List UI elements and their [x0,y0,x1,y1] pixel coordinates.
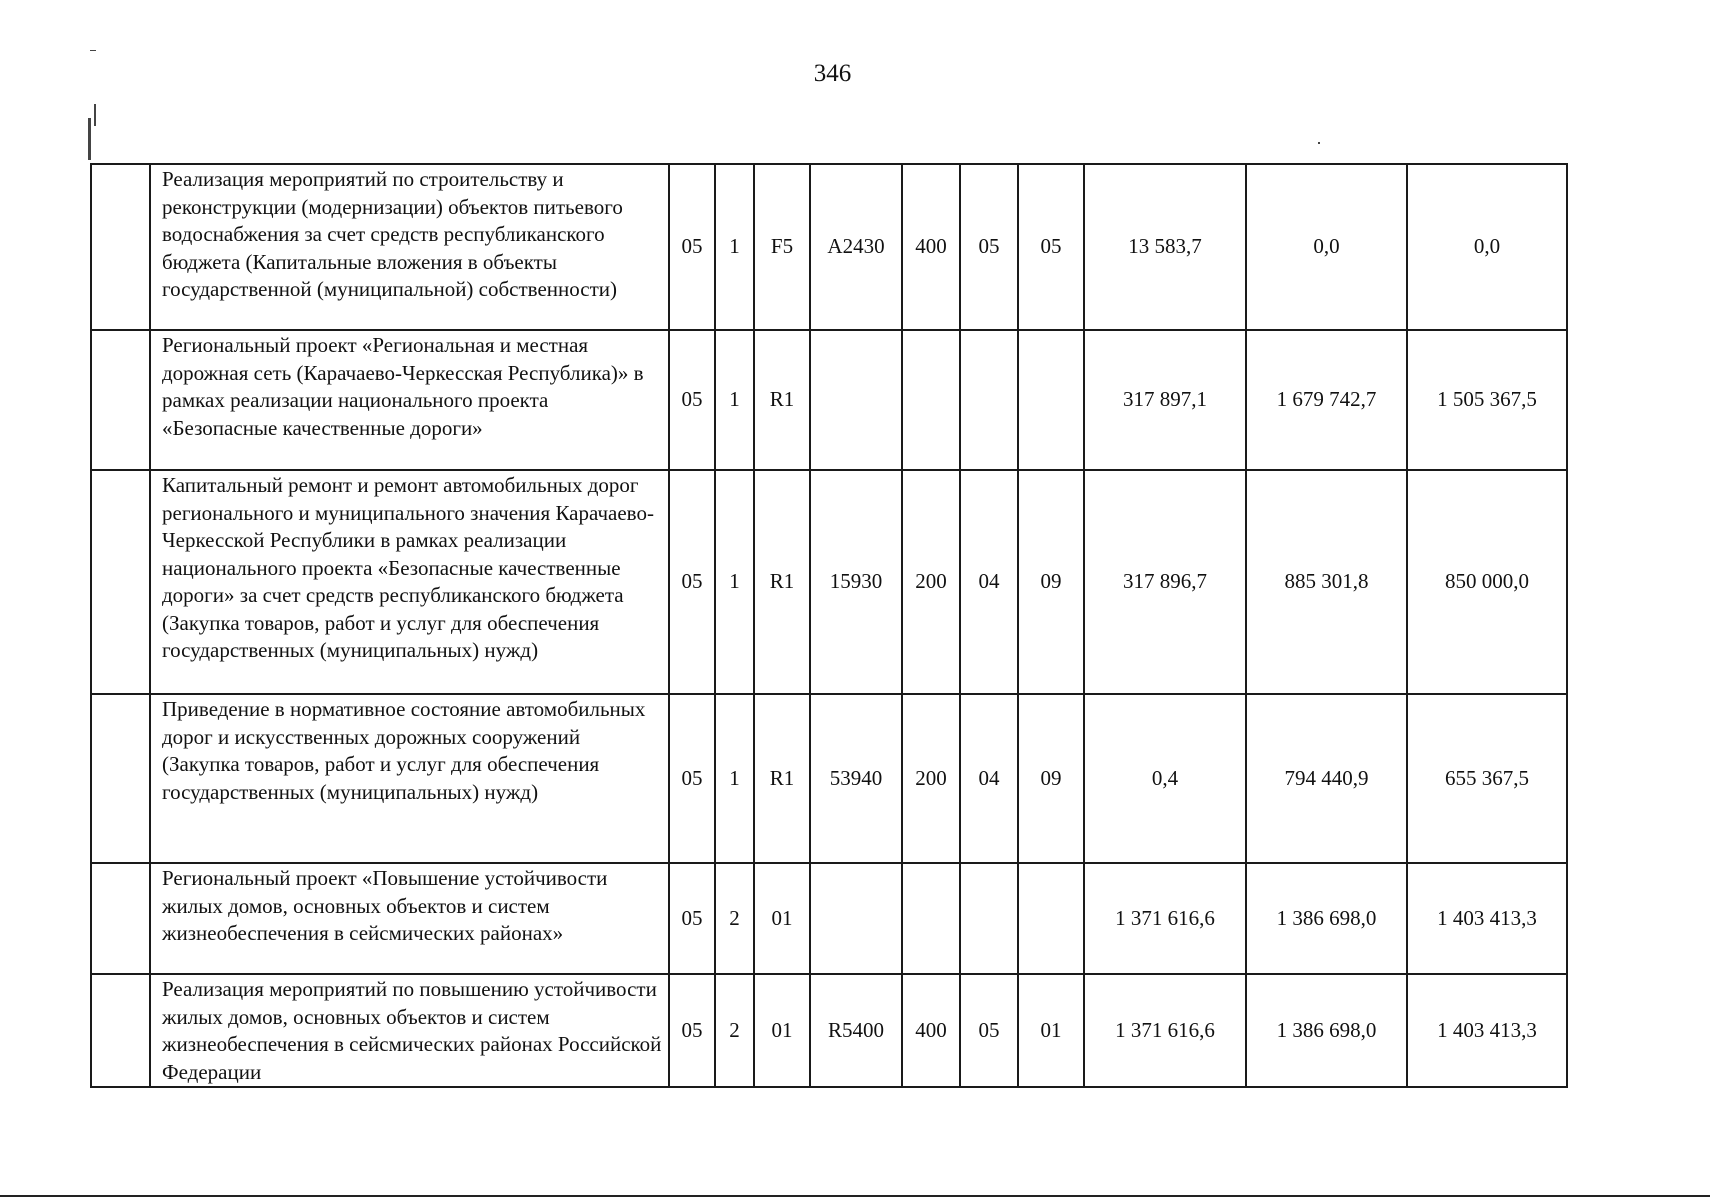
subsection-code [1018,863,1084,974]
table-row [91,164,1567,330]
chapter-code: 05 [669,694,715,863]
chapter-code: 05 [669,330,715,470]
program-code: 2 [715,863,754,974]
amount-year-1: 13 583,7 [1084,164,1246,330]
chapter-code: 05 [669,470,715,694]
scan-mark [90,50,96,51]
row-description: Капитальный ремонт и ремонт автомобильных дорог регионального и муниципального значения Карачаево-Черкесской Республики в рамках реализации национального проекта «Безопасные качественные дороги» за счет средств республиканского бюджета (Закупка товаров, работ и услуг для обеспечения государственных (муниципальных) нужд) [150,470,669,694]
amount-year-1: 317 897,1 [1084,330,1246,470]
direction-code: 15930 [810,470,902,694]
amount-year-3: 850 000,0 [1407,470,1567,694]
amount-year-3: 1 403 413,3 [1407,863,1567,974]
row-description: Региональный проект «Повышение устойчивости жилых домов, основных объектов и систем жизнеобеспечения в сейсмических районах» [150,863,669,974]
section-code: 04 [960,694,1018,863]
table-body [91,164,1567,1087]
amount-year-1: 317 896,7 [1084,470,1246,694]
row-index-cell [91,694,150,863]
chapter-code: 05 [669,164,715,330]
section-code: 04 [960,470,1018,694]
row-index-cell [91,164,150,330]
amount-year-2: 1 679 742,7 [1246,330,1407,470]
row-description: Региональный проект «Региональная и местная дорожная сеть (Карачаево-Черкесская Республика)» в рамках реализации национального проекта «Безопасные качественные дороги» [150,330,669,470]
project-code: R1 [754,330,810,470]
program-code: 1 [715,330,754,470]
subsection-code [1018,330,1084,470]
amount-year-2: 1 386 698,0 [1246,863,1407,974]
direction-code: R5400 [810,974,902,1087]
expense-type-code [902,330,960,470]
row-index-cell [91,974,150,1087]
amount-year-3: 1 403 413,3 [1407,974,1567,1087]
direction-code: A2430 [810,164,902,330]
program-code: 1 [715,694,754,863]
section-code: 05 [960,164,1018,330]
expense-type-code: 400 [902,164,960,330]
scan-mark [1318,142,1320,144]
project-code: R1 [754,470,810,694]
table-row [91,470,1567,694]
row-description: Реализация мероприятий по строительству и реконструкции (модернизации) объектов питьевого водоснабжения за счет средств республиканского бюджета (Капитальные вложения в объекты государственной (муниципальной) собственности) [150,164,669,330]
expense-type-code [902,863,960,974]
project-code: 01 [754,974,810,1087]
direction-code: 53940 [810,694,902,863]
amount-year-3: 0,0 [1407,164,1567,330]
amount-year-2: 1 386 698,0 [1246,974,1407,1087]
table-row [91,974,1567,1087]
program-code: 1 [715,164,754,330]
amount-year-1: 0,4 [1084,694,1246,863]
row-description: Реализация мероприятий по повышению устойчивости жилых домов, основных объектов и систем жизнеобеспечения в сейсмических районах Российской Федерации [150,974,669,1087]
expense-type-code: 400 [902,974,960,1087]
project-code: R1 [754,694,810,863]
program-code: 1 [715,470,754,694]
section-code [960,863,1018,974]
direction-code [810,330,902,470]
table-row [91,863,1567,974]
chapter-code: 05 [669,863,715,974]
amount-year-2: 885 301,8 [1246,470,1407,694]
subsection-code: 01 [1018,974,1084,1087]
row-index-cell [91,863,150,974]
table-row [91,330,1567,470]
subsection-code: 05 [1018,164,1084,330]
project-code: F5 [754,164,810,330]
project-code: 01 [754,863,810,974]
expense-type-code: 200 [902,470,960,694]
scan-mark [88,118,91,160]
subsection-code: 09 [1018,470,1084,694]
section-code: 05 [960,974,1018,1087]
scan-mark [94,104,96,126]
table-row [91,694,1567,863]
amount-year-3: 655 367,5 [1407,694,1567,863]
scan-edge-line [0,1195,1710,1197]
expense-type-code: 200 [902,694,960,863]
program-code: 2 [715,974,754,1087]
page-number: 346 [813,60,852,87]
chapter-code: 05 [669,974,715,1087]
budget-table [90,163,1568,1088]
direction-code [810,863,902,974]
row-index-cell [91,470,150,694]
row-index-cell [91,330,150,470]
section-code [960,330,1018,470]
amount-year-1: 1 371 616,6 [1084,974,1246,1087]
amount-year-1: 1 371 616,6 [1084,863,1246,974]
subsection-code: 09 [1018,694,1084,863]
amount-year-2: 794 440,9 [1246,694,1407,863]
row-description: Приведение в нормативное состояние автомобильных дорог и искусственных дорожных сооружений (Закупка товаров, работ и услуг для обеспечения государственных (муниципальных) нужд) [150,694,669,863]
amount-year-3: 1 505 367,5 [1407,330,1567,470]
amount-year-2: 0,0 [1246,164,1407,330]
